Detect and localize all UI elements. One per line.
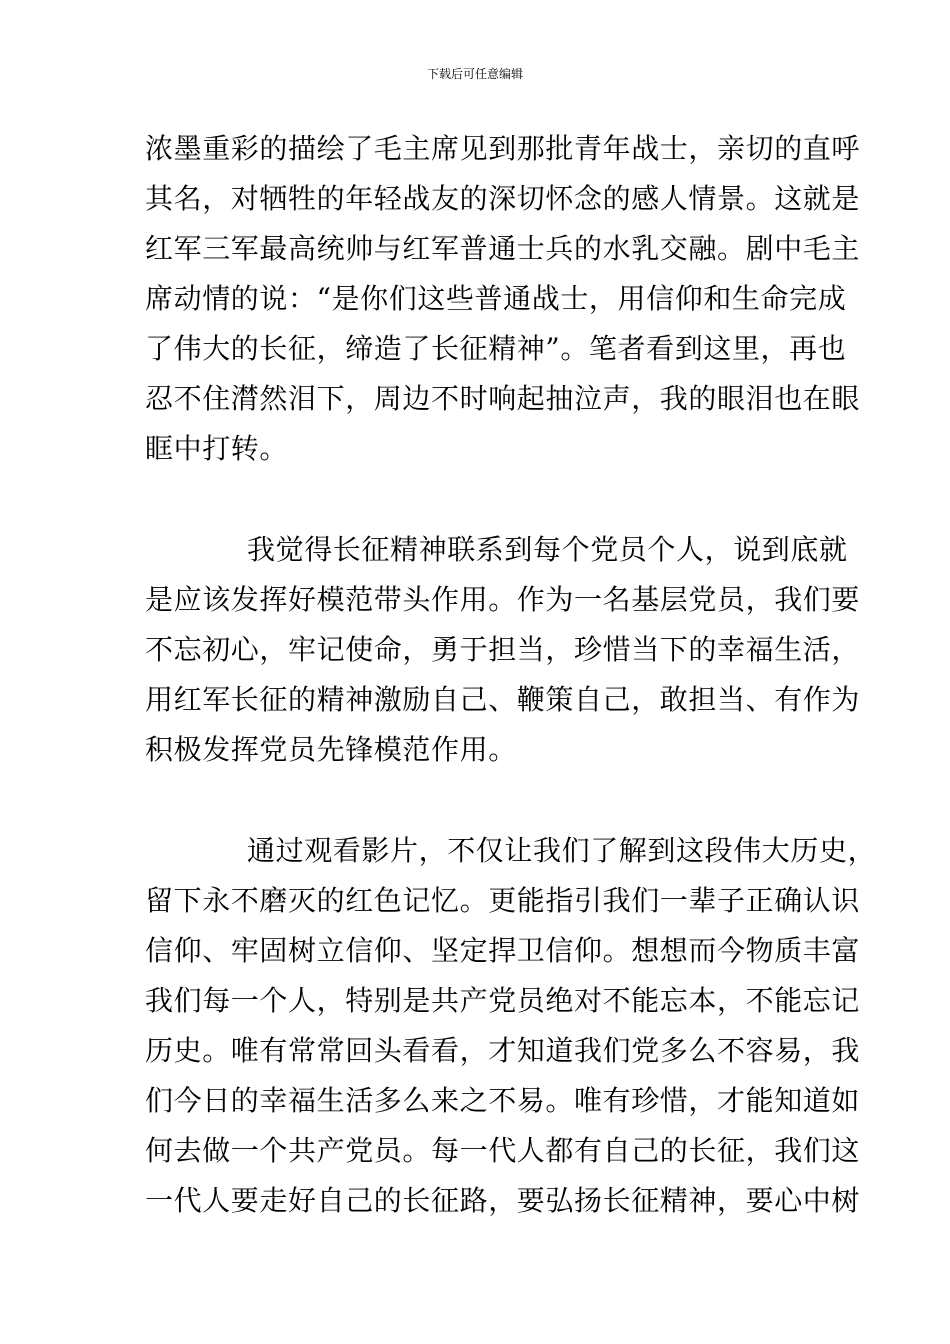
text-line: 是应该发挥好模范带头作用。作为一名基层党员，我们要 — [145, 583, 861, 616]
document-body — [145, 124, 877, 1226]
text-line: 一代人要走好自己的长征路，要弘扬长征精神，要心中树 — [145, 1184, 861, 1217]
text-line: 浓墨重彩的描绘了毛主席见到那批青年战士，亲切的直呼 — [145, 132, 861, 165]
text-line: 历史。唯有常常回头看看，才知道我们党多么不容易，我 — [145, 1034, 861, 1067]
text-line-indented: 通过观看影片，不仅让我们了解到这段伟大历史， — [247, 834, 877, 867]
paragraph-2 — [145, 525, 861, 775]
text-line: 其名，对牺牲的年轻战友的深切怀念的感人情景。这就是 — [145, 182, 861, 215]
text-line: 眶中打转。 — [145, 432, 289, 465]
text-line: 用红军长征的精神激励自己、鞭策自己，敢担当、有作为 — [145, 683, 861, 716]
paragraph-1 — [145, 124, 861, 474]
text-line: 了伟大的长征，缔造了长征精神”。笔者看到这里，再也 — [145, 332, 847, 365]
text-line: 不忘初心，牢记使命，勇于担当，珍惜当下的幸福生活， — [145, 633, 861, 666]
text-line: 我们每一个人，特别是共产党员绝对不能忘本，不能忘记 — [145, 984, 861, 1017]
text-line: 留下永不磨灭的红色记忆。更能指引我们一辈子正确认识 — [145, 884, 861, 917]
paragraph-3 — [145, 826, 877, 1226]
paragraph-spacer — [145, 775, 815, 826]
paragraph-spacer — [145, 474, 815, 525]
text-line: 积极发挥党员先锋模范作用。 — [145, 733, 517, 766]
text-line: 红军三军最高统帅与红军普通士兵的水乳交融。剧中毛主 — [145, 232, 861, 265]
text-line: 何去做一个共产党员。每一代人都有自己的长征，我们这 — [145, 1134, 861, 1167]
text-line: 席动情的说：“是你们这些普通战士，用信仰和生命完成 — [145, 282, 847, 315]
header-note: 下载后可任意编辑 — [426, 67, 523, 81]
text-line-indented: 我觉得长征精神联系到每个党员个人，说到底就 — [247, 533, 848, 566]
text-line: 信仰、牢固树立信仰、坚定捍卫信仰。想想而今物质丰富 — [145, 934, 861, 967]
text-line: 忍不住潸然泪下，周边不时响起抽泣声，我的眼泪也在眼 — [145, 382, 861, 415]
text-line: 们今日的幸福生活多么来之不易。唯有珍惜，才能知道如 — [145, 1084, 861, 1117]
